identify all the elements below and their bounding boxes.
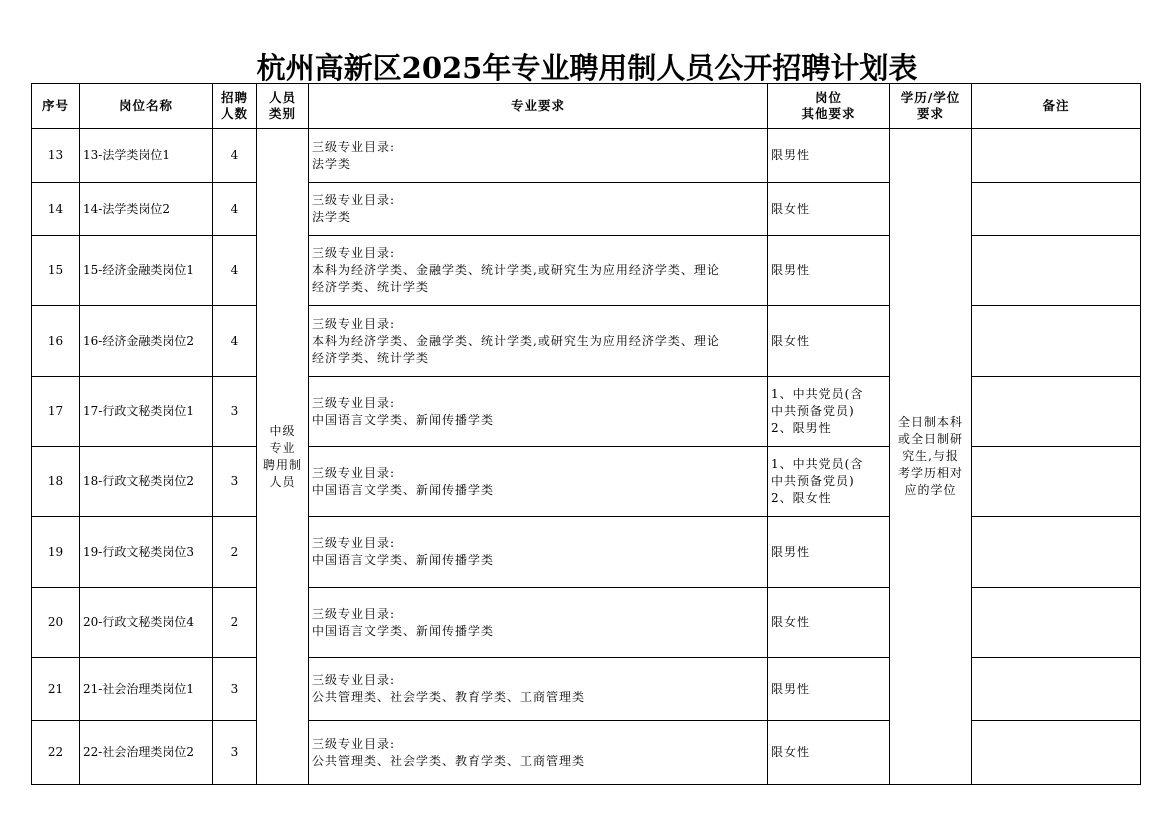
major-line: 三级专业目录: bbox=[312, 246, 396, 260]
table-row bbox=[32, 306, 1141, 377]
header-count-line1: 招聘 bbox=[220, 90, 248, 105]
major-line: 经济学类、统计学类 bbox=[312, 350, 430, 365]
header-remark: 备注 bbox=[972, 84, 1141, 129]
row-other-requirement bbox=[768, 588, 890, 658]
header-other bbox=[768, 84, 890, 129]
row-other-requirement bbox=[768, 306, 890, 377]
row-remark bbox=[972, 517, 1141, 588]
major-line: 三级专业目录: bbox=[312, 316, 396, 331]
row-index: 15 bbox=[32, 236, 80, 306]
row-position-name: 22-社会治理类岗位2 bbox=[80, 721, 213, 785]
major-line: 法学类 bbox=[312, 156, 352, 171]
row-count: 3 bbox=[213, 377, 257, 447]
row-index: 17 bbox=[32, 377, 80, 447]
row-other-requirement bbox=[768, 517, 890, 588]
row-position-name: 18-行政文秘类岗位2 bbox=[80, 447, 213, 517]
category-cell bbox=[257, 129, 309, 785]
row-position-name: 16-经济金融类岗位2 bbox=[80, 306, 213, 377]
row-position-name: 14-法学类岗位2 bbox=[80, 183, 213, 236]
major-line: 三级专业目录: bbox=[312, 606, 396, 621]
row-other-requirement bbox=[768, 129, 890, 183]
header-count bbox=[213, 84, 257, 129]
row-count: 2 bbox=[213, 588, 257, 658]
category-line: 聘用制 bbox=[262, 457, 302, 472]
row-other-requirement bbox=[768, 183, 890, 236]
row-major-requirement bbox=[309, 377, 768, 447]
recruitment-plan-table bbox=[31, 83, 1141, 785]
education-line: 全日制本科 bbox=[897, 415, 963, 429]
other-line: 1、中共党员(含 bbox=[771, 457, 864, 471]
row-count: 3 bbox=[213, 447, 257, 517]
other-line: 限女性 bbox=[771, 333, 811, 348]
other-line: 中共预备党员) bbox=[771, 474, 855, 488]
row-other-requirement bbox=[768, 447, 890, 517]
row-index: 21 bbox=[32, 658, 80, 721]
other-line: 限男性 bbox=[771, 544, 811, 559]
row-remark bbox=[972, 721, 1141, 785]
header-row bbox=[32, 84, 1141, 129]
row-remark bbox=[972, 236, 1141, 306]
table-row bbox=[32, 588, 1141, 658]
row-remark bbox=[972, 306, 1141, 377]
header-education-line1: 学历/学位 bbox=[900, 90, 961, 105]
major-line: 公共管理类、社会学类、教育学类、工商管理类 bbox=[312, 690, 586, 704]
category-line: 人员 bbox=[269, 474, 296, 489]
header-major: 专业要求 bbox=[309, 84, 768, 129]
row-index: 16 bbox=[32, 306, 80, 377]
category-line: 中级 bbox=[269, 423, 296, 438]
table-row bbox=[32, 721, 1141, 785]
major-line: 三级专业目录: bbox=[312, 736, 396, 751]
row-index: 13 bbox=[32, 129, 80, 183]
major-line: 本科为经济学类、金融学类、统计学类,或研究生为应用经济学类、理论 bbox=[312, 263, 720, 277]
row-other-requirement bbox=[768, 236, 890, 306]
other-line: 限男性 bbox=[771, 148, 811, 162]
row-major-requirement bbox=[309, 517, 768, 588]
row-remark bbox=[972, 588, 1141, 658]
major-line: 三级专业目录: bbox=[312, 465, 396, 480]
header-other-line2: 其他要求 bbox=[801, 106, 856, 121]
education-cell bbox=[890, 129, 972, 785]
row-other-requirement bbox=[768, 658, 890, 721]
major-line: 三级专业目录: bbox=[312, 395, 396, 410]
major-line: 中国语言文学类、新闻传播学类 bbox=[312, 482, 495, 497]
row-remark bbox=[972, 129, 1141, 183]
row-index: 20 bbox=[32, 588, 80, 658]
row-count: 4 bbox=[213, 236, 257, 306]
header-education bbox=[890, 84, 972, 129]
other-line: 限男性 bbox=[771, 681, 811, 696]
major-line: 中国语言文学类、新闻传播学类 bbox=[312, 623, 495, 638]
row-major-requirement bbox=[309, 588, 768, 658]
major-line: 中国语言文学类、新闻传播学类 bbox=[312, 412, 495, 427]
row-remark bbox=[972, 183, 1141, 236]
major-line: 法学类 bbox=[312, 210, 352, 224]
table-row bbox=[32, 517, 1141, 588]
other-line: 中共预备党员) bbox=[771, 404, 855, 418]
header-category bbox=[257, 84, 309, 129]
row-count: 3 bbox=[213, 721, 257, 785]
row-major-requirement bbox=[309, 129, 768, 183]
other-line: 2、限男性 bbox=[771, 421, 832, 435]
row-index: 19 bbox=[32, 517, 80, 588]
header-category-line1: 人员 bbox=[268, 90, 296, 105]
row-position-name: 19-行政文秘类岗位3 bbox=[80, 517, 213, 588]
page-title: 杭州高新区2025年专业聘用制人员公开招聘计划表 bbox=[256, 51, 918, 85]
other-line: 限男性 bbox=[771, 263, 811, 277]
table-row bbox=[32, 236, 1141, 306]
row-other-requirement bbox=[768, 377, 890, 447]
major-line: 公共管理类、社会学类、教育学类、工商管理类 bbox=[312, 753, 586, 768]
table-row bbox=[32, 183, 1141, 236]
row-remark bbox=[972, 658, 1141, 721]
header-count-line2: 人数 bbox=[220, 106, 248, 121]
row-major-requirement bbox=[309, 658, 768, 721]
row-major-requirement bbox=[309, 721, 768, 785]
row-count: 3 bbox=[213, 658, 257, 721]
major-line: 三级专业目录: bbox=[312, 673, 396, 687]
major-line: 经济学类、统计学类 bbox=[312, 280, 430, 294]
major-line: 三级专业目录: bbox=[312, 139, 396, 154]
row-remark bbox=[972, 447, 1141, 517]
major-line: 三级专业目录: bbox=[312, 536, 396, 550]
other-line: 1、中共党员(含 bbox=[771, 387, 864, 401]
row-major-requirement bbox=[309, 306, 768, 377]
table-row bbox=[32, 129, 1141, 183]
row-count: 2 bbox=[213, 517, 257, 588]
major-line: 三级专业目录: bbox=[312, 193, 396, 207]
header-category-line2: 类别 bbox=[268, 106, 296, 121]
other-line: 2、限女性 bbox=[771, 491, 832, 505]
row-index: 22 bbox=[32, 721, 80, 785]
table-row bbox=[32, 658, 1141, 721]
row-position-name: 13-法学类岗位1 bbox=[80, 129, 213, 183]
category-line: 专业 bbox=[269, 440, 296, 455]
other-line: 限女性 bbox=[771, 745, 811, 759]
education-line: 应的学位 bbox=[904, 483, 957, 497]
row-count: 4 bbox=[213, 129, 257, 183]
education-line: 或全日制研 bbox=[897, 432, 963, 446]
row-position-name: 21-社会治理类岗位1 bbox=[80, 658, 213, 721]
header-education-line2: 要求 bbox=[916, 106, 944, 121]
table-body bbox=[32, 129, 1141, 785]
row-major-requirement bbox=[309, 183, 768, 236]
header-other-line1: 岗位 bbox=[814, 90, 842, 105]
row-position-name: 17-行政文秘类岗位1 bbox=[80, 377, 213, 447]
row-position-name: 20-行政文秘类岗位4 bbox=[80, 588, 213, 658]
row-major-requirement bbox=[309, 447, 768, 517]
table-row bbox=[32, 377, 1141, 447]
header-position-name: 岗位名称 bbox=[80, 84, 213, 129]
education-line: 考学历相对 bbox=[897, 466, 963, 480]
other-line: 限女性 bbox=[771, 201, 811, 216]
row-index: 18 bbox=[32, 447, 80, 517]
major-line: 中国语言文学类、新闻传播学类 bbox=[312, 553, 495, 567]
row-major-requirement bbox=[309, 236, 768, 306]
other-line: 限女性 bbox=[771, 615, 811, 629]
major-line: 本科为经济学类、金融学类、统计学类,或研究生为应用经济学类、理论 bbox=[312, 333, 720, 348]
table-row bbox=[32, 447, 1141, 517]
row-position-name: 15-经济金融类岗位1 bbox=[80, 236, 213, 306]
row-index: 14 bbox=[32, 183, 80, 236]
row-count: 4 bbox=[213, 183, 257, 236]
row-other-requirement bbox=[768, 721, 890, 785]
education-line: 究生,与报 bbox=[902, 449, 959, 463]
row-count: 4 bbox=[213, 306, 257, 377]
header-index: 序号 bbox=[32, 84, 80, 129]
row-remark bbox=[972, 377, 1141, 447]
